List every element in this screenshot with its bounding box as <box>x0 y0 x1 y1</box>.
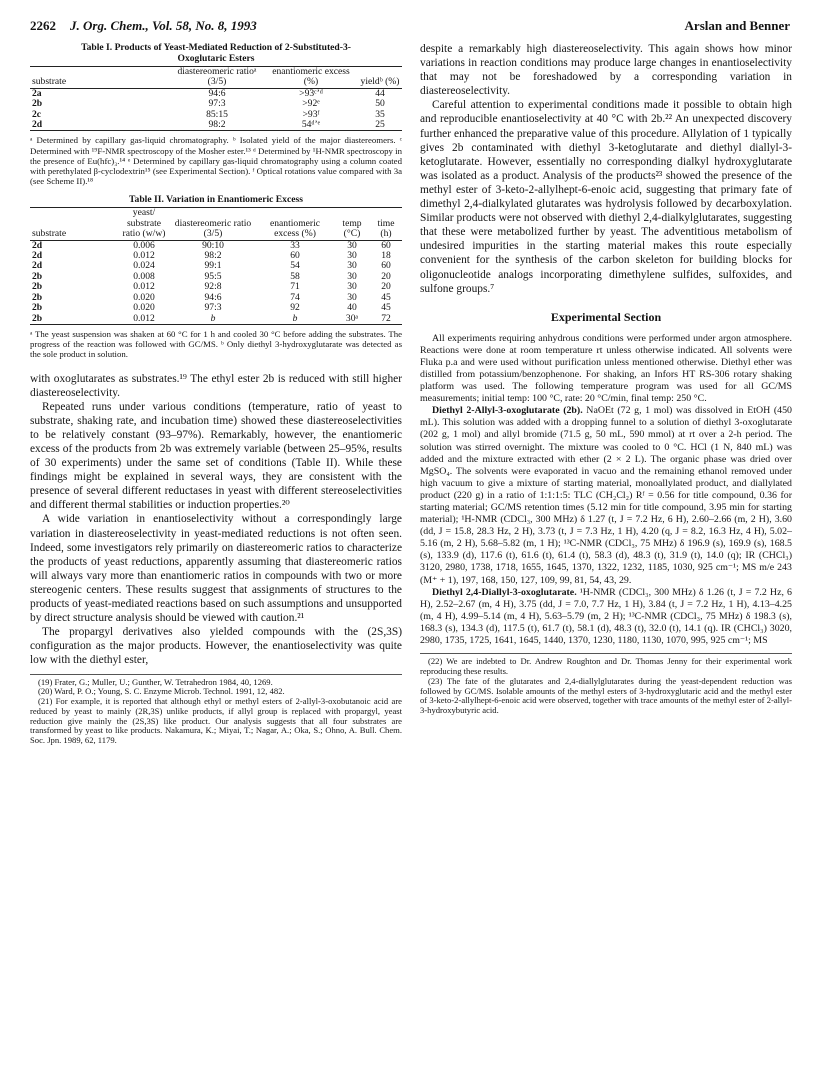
experimental-paragraph <box>420 405 792 586</box>
reference-item: (19) Frater, G.; Muller, U.; Gunther, W. Tetrahedron 1984, 40, 1269. <box>38 676 273 687</box>
table-2-header-cell: yeast/ substrate ratio (w/w) <box>122 207 166 240</box>
running-header <box>30 14 790 36</box>
table-row: 2d 0.006 90:10 33 30 60 <box>30 240 402 251</box>
table-1-header-cell: enantiomeric excess (%) <box>272 66 350 88</box>
table-row: 2b 0.012 92:8 71 30 20 <box>32 281 391 293</box>
running-authors: Arslan and Benner <box>684 18 790 33</box>
reference-item: (21) For example, it is reported that although ethyl or methyl esters of 2-allyl-3-oxobutanoic acid are reduced by yeast to mainly (2R,3S) unlike products, if allyl group is replaced with propargyl, yeast reduction give mainly the (2S,3S) like product. Our analysis suggests that all four substrates are transformed by yeast to like products. Nakamura, K.; Miyai, T.; Nagar, A.; Oka, S.; Ohno, A. Bull. Chem. Soc. Jpn. 1989, 62, 1179. <box>30 696 402 746</box>
left-column <box>30 42 402 746</box>
reference-item: (22) We are indebted to Dr. Andrew Roughton and Dr. Thomas Jenny for their experimental work reproducing these results. <box>420 656 792 676</box>
compound-title: Diethyl 2,4-Diallyl-3-oxoglutarate. <box>432 586 577 598</box>
table-row: 2b 0.020 97:3 92 40 45 <box>32 302 391 314</box>
right-references <box>420 653 792 716</box>
page-number: 2262 <box>30 18 56 33</box>
right-column <box>420 42 792 716</box>
table-row: 2b 97:3 >92ᵉ 50 <box>32 98 385 110</box>
reference-item: (23) The fate of the glutarates and 2,4-diallylglutarates during the yeast-dependent reduction was followed by GC/MS. Isolable amounts of the methyl esters of 3-hydroxyglutaric acid and the methyl ester of 3-keto-2-allylhept-6-enoic acid were observed, together with trace amounts of the methyl ester of 2-allyl-3-hydroxybutyric acid. <box>420 675 792 716</box>
experimental-paragraph <box>420 587 792 647</box>
table-row: 2b 0.012 b b 30ᵃ 72 <box>30 314 402 325</box>
table-row: 2a 94:6 >93ᶜʼᵈ 44 <box>30 88 402 99</box>
table-row: 2d 0.012 98:2 60 30 18 <box>32 250 391 262</box>
experimental-paragraph: All experiments requiring anhydrous conditions were performed under argon atmosphere. Reactions were done at room temperature rt unless otherwise indicated. All solvents were Fluka p.a and were used without purification unless mentioned otherwise. Diethyl ether was distilled from potassium/benzophenone. For shaking, an Infors HT RS-306 rotary shaking platform was used. The following temperature program was used for all GC/MS measurements; initial temp: 100 °C, rate: 20 °C/min, final temp: 250 °C. <box>420 332 792 405</box>
body-paragraph: A wide variation in enantioselectivity without a correspondingly large variation in diastereoselectivity in yeast-mediated reductions is not often seen. Indeed, some investigators rely primarily on diastereomeric ratios to characterize the products of yeast reductions, apparently assuming that diastereomeric ratios will always vary more than enantiomeric ratios in compounds with two or more stereogenic centers. These results suggest that assignments of structures to the products of yeast-mediated reactions based on such assumptions and unsupported by direct structure analysis should be viewed with caution.²¹ <box>30 513 402 625</box>
table-2-header-cell: diastereomeric ratio (3/5) <box>174 217 252 240</box>
section-heading: Experimental Section <box>550 309 662 324</box>
table-2-header-cell: substrate <box>32 228 67 240</box>
table-2 <box>30 194 402 359</box>
table-1-header-cell: yieldᵇ (%) <box>360 76 400 88</box>
table-row: 2b 0.020 94:6 74 30 45 <box>32 291 391 303</box>
compound-title: Diethyl 2-Allyl-3-oxoglutarate (2b). <box>432 405 583 417</box>
table-1-header-cell: substrate <box>32 76 67 88</box>
body-paragraph: The propargyl derivatives also yielded compounds with the (2S,3S) configuration as the major products. However, the enantioselectivity was quite low with the diethyl ester, <box>30 626 402 667</box>
body-paragraph: with oxoglutarates as substrates.¹⁹ The ethyl ester 2b is reduced with still higher diastereoselectivity. <box>30 372 402 399</box>
table-row: 2c 85:15 >93ᶠ 35 <box>32 108 385 120</box>
table-2-caption: Table II. Variation in Enantiomeric Excess <box>129 194 303 206</box>
compound-data: ¹H-NMR (CDCl₃, 300 MHz) δ 1.26 (t, J = 7.2 Hz, 6 H), 2.52–2.67 (m, 4 H), 3.75 (dd, J = 7.0, 7.7 Hz, 1 H), 3.84 (t, J = 7.2 Hz, 1 H), 4.13–4.25 (m, 4 H), 4.99–5.14 (m, 4 H), 5.63–5.79 (m, 2 H); ¹³C-NMR (CDCl₃, 75 MHz) δ 198.3 (s), 168.3 (s), 134.3 (d), 117.5 (t), 61.7 (t), 58.1 (d), 48.3 (t), 32.0 (t), 14.1 (q). IR (CHCl₃) 3020, 2980, 1735, 1725, 1641, 1645, 1440, 1370, 1230, 1180, 1130, 1070, 995, 925 cm⁻¹; MS <box>420 586 792 647</box>
table-2-footnote: ᵃ The yeast suspension was shaken at 60 °C for 1 h and cooled 30 °C before adding the substrates. The progress of the reaction was followed with GC/MS. ᵇ Only diethyl 3-hydroxyglutarate was detected as the sole product in solution. <box>30 328 402 360</box>
table-1-caption: Table I. Products of Yeast-Mediated Reduction of 2-Substituted-3-Oxoglutaric Esters <box>81 42 351 64</box>
table-2-grid <box>30 207 402 324</box>
table-row: 2d 0.024 99:1 54 30 60 <box>32 260 391 272</box>
table-row: 2d 98:2 54ᵈʼᵉ 25 <box>30 120 402 131</box>
table-row: 2b 0.008 95:5 58 30 20 <box>32 270 391 282</box>
table-2-header-cell: time (h) <box>377 217 395 240</box>
left-references <box>30 674 402 747</box>
table-1-header-cell: diastereomeric ratioᵃ (3/5) <box>177 66 257 88</box>
body-paragraph: Repeated runs under various conditions (temperature, ratio of yeast to substrate, shaking rate, and incubation time) showed these diastereoselectivities to be relatively constant (93–97%). Remarkably, however, the enantiomeric excess of the products from 2b was extremely variable (between 25–95%, results of 30 experiments) under the same set of conditions (Table II). While these findings might be explained in several ways, they are consistent with the presence of several different reductases in yeast with different stereoselectivities and different thermal stabilities or induction properties.²⁰ <box>30 400 402 512</box>
table-2-header-cell: temp (°C) <box>342 217 362 240</box>
table-2-header-cell: enantiomeric excess (%) <box>269 217 321 240</box>
left-body-text <box>30 372 402 668</box>
body-paragraph: Careful attention to experimental conditions made it possible to obtain high and reproducible enantioselectivity at 40 °C with 2b.²² An unexpected discovery further enhanced the preparative value of this procedure. Allylation of 1 typically gives 2b contaminated with diethyl 3-ketoglutarate and diethyl diallyl-3-ketoglutarate. However, essentially no corresponding dialkyl hydroxyglutarate was isolated as a product. Analysis of the products²³ showed the presence of the methyl ester of 3-keto-2-allylhept-6-enoic acid, suggesting that primary fate of dimethyl 2,4-dialkylated glutarates was hydrolysis followed by decarboxylation. Similar products were not observed with diethyl 2,4-dialkylglutarates, suggesting that these were metabolized further by yeast. The adventitious metabolism of undesired impurities in the starting material makes this route especially convenient for the synthesis of the carbon skeleton for building blocks for oligonucleotide analogs incorporating dimethylene sulfides, sulfoxides, and sulfone groups.⁷ <box>420 99 792 295</box>
body-paragraph: despite a remarkably high diastereoselectivity. This again shows how minor variations in reaction conditions may produce large changes in enantioselectivity that may not be foreshadowed by a corresponding variation in diastereoselectivity. <box>420 43 792 98</box>
table-1-grid <box>30 66 402 131</box>
table-1-footnote: ᵃ Determined by capillary gas-liquid chromatography. ᵇ Isolated yield of the major diastereomers. ᶜ Determined with ¹⁹F-NMR spectroscopy of the Mosher ester.¹³ ᵈ Determined by ¹H-NMR spectroscopy in the presence of Eu(hfc)₃.¹⁴ ᵉ Determined by capillary gas-liquid chromatography using a column coated with perethylated β-cyclodextrin¹⁵ (see Experimental Section). ᶠ Optical rotations value compared with 3a (see Scheme II).¹⁸ <box>30 135 402 187</box>
table-1 <box>30 42 402 186</box>
journal-citation: J. Org. Chem., Vol. 58, No. 8, 1993 <box>70 18 257 33</box>
compound-procedure: NaOEt (72 g, 1 mol) was dissolved in EtOH (450 mL). This solution was added with a dropping funnel to a solution of diethyl 3-oxoglutarate (202 g, 1 mol) and allyl bromide (71.5 g, 50 mL, 590 mmol) at rt over a 2-h period. The solution was stirred overnight. The mixture was cooled to 0 °C. HCl (1 N, 840 mL) was added and the mixture extracted with ether (2 × 2 L). The organic phase was dried over MgSO₄. The solvents were evaporated in vacuo and the remaining ethanol removed under high vacuum to give a mixture of starting material, monoallylated product, and diallylated product (220 g) in a ratio of 1:1:1:5: TLC (CH₂Cl₂) Rᶠ = 0.56 for title compound, 0.36 for starting material; GC/MS retention times (5.12 min for title compound, 3.95 min for starting material); ¹H-NMR (CDCl₃, 300 MHz) δ 1.27 (t, J = 7.2 Hz, 6 H), 2.60–2.66 (m, 2 H), 3.60 (dd, J = 15.8, 28.3 Hz, 2 H), 3.73 (t, J = 7.3 Hz, 1 H), 4.20 (q, J = 8.2, 16.3 Hz, 4 H), 5.02–5.16 (m, 2 H), 5.68–5.82 (m, 1 H); ¹³C-NMR (CDCl₃, 75 MHz) δ 196.9 (s), 169.9 (s), 168.5 (s), 133.9 (d), 117.6 (t), 61.6 (t), 61.4 (t), 58.3 (d), 48.3 (t), 31.9 (t), 14.0 (q); IR (CHCl₃) 3120, 2980, 1738, 1718, 1655, 1645, 1370, 1322, 1232, 1185, 1030, 925 cm⁻¹; MS m/e 243 (M⁺ + 1), 197, 168, 150, 127, 109, 99, 81, 54, 43, 29. <box>420 405 792 586</box>
reference-item: (20) Ward, P. O.; Young, S. C. Enzyme Microb. Technol. 1991, 12, 482. <box>38 686 285 697</box>
